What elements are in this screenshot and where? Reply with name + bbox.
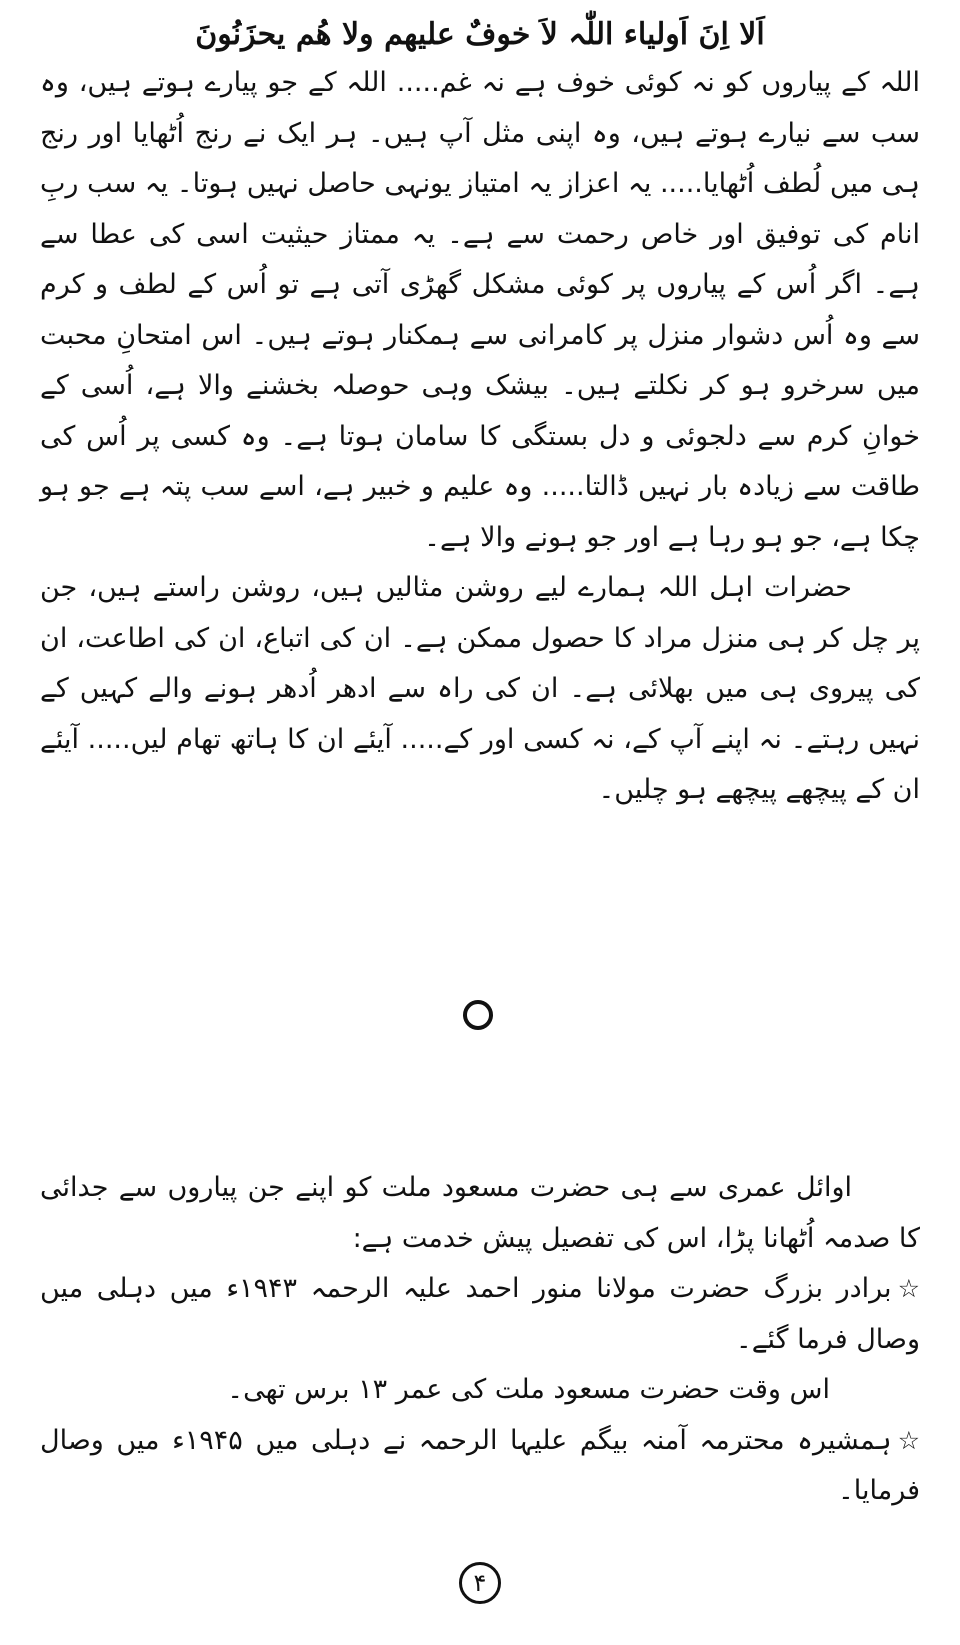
- page-number: ۴: [459, 1562, 501, 1604]
- paragraph-awliya: اللہ کے پیاروں کو نہ کوئی خوف ہے نہ غم..... اللہ کے جو پیارے ہوتے ہیں، وہ سب سے نیارے ہوتے ہیں، وہ اپنی مثل آپ ہیں۔ ہر ایک نے رنج اُٹھایا اور رنج ہی میں لُطف اُٹھایا..... یہ اعزاز یہ امتیاز یونہی حاصل نہیں ہوتا۔ یہ سب ربِ انام کی توفیق اور خاص رحمت سے ہے۔ یہ ممتاز حیثیت اسی کی عطا سے ہے۔ اگر اُس کے پیاروں پر کوئی مشکل گھڑی آتی ہے تو اُس کے لطف و کرم سے وہ اُس دشوار منزل پر کامرانی سے ہمکنار ہوتے ہیں۔ اس امتحانِ محبت میں سرخرو ہو کر نکلتے ہیں۔ بیشک وہی حوصلہ بخشنے والا ہے، اُسی کے خوانِ کرم سے دلجوئی و دل بستگی کا سامان ہوتا ہے۔ وہ کسی پر اُس کی طاقت سے زیادہ بار نہیں ڈالتا..... وہ علیم و خبیر ہے، اسے سب پتہ ہے جو ہو چکا ہے، جو ہو رہا ہے اور جو ہونے والا ہے۔: [40, 67, 920, 553]
- star-icon: ☆: [897, 1274, 920, 1303]
- bullet-note: اس وقت حضرت مسعود ملت کی عمر ۱۳ برس تھی۔: [227, 1374, 830, 1405]
- star-icon: ☆: [897, 1425, 920, 1455]
- paragraph-ahl-allah: حضرات اہل اللہ ہمارے لیے روشن مثالیں ہیں، روشن راستے ہیں، جن پر چل کر ہی منزل مراد کا حصول ممکن ہے۔ ان کی اتباع، ان کی اطاعت، ان کی پیروی ہی میں بھلائی ہے۔ ان کی راہ سے ادھر اُدھر ہونے والے کہیں کے نہیں رہتے۔ نہ اپنے آپ کے، نہ کسی اور کے..... آیئے ان کا ہاتھ تھام لیں..... آیئے ان کے پیچھے پیچھے ہو چلیں۔: [40, 572, 920, 805]
- section-divider-circle: [463, 1000, 493, 1030]
- paragraph-intro: اوائل عمری سے ہی حضرت مسعود ملت کو اپنے جن پیاروں سے جدائی کا صدمہ اُٹھانا پڑا، اس کی تفصیل پیش خدمت ہے:: [40, 1172, 920, 1254]
- bullet-item: [40, 1264, 920, 1365]
- page-heading: اَلا اِنَ اَولیاء اللّٰہ لاَ خوفٌ علیھم ولا ھُم یحزَنُونَ: [195, 17, 765, 52]
- bullet-text: ہمشیرہ محترمہ آمنہ بیگم علیہا الرحمہ نے دہلی میں ۱۹۴۵ء میں وصال فرمایا۔: [40, 1424, 920, 1506]
- main-text-section: [40, 58, 920, 816]
- bullet-text: برادر بزرگ حضرت مولانا منور احمد علیہ الرحمہ ۱۹۴۳ء میں دہلی میں وصال فرما گئے۔: [40, 1273, 920, 1355]
- separations-section: [40, 1163, 920, 1517]
- bullet-item: [40, 1416, 920, 1517]
